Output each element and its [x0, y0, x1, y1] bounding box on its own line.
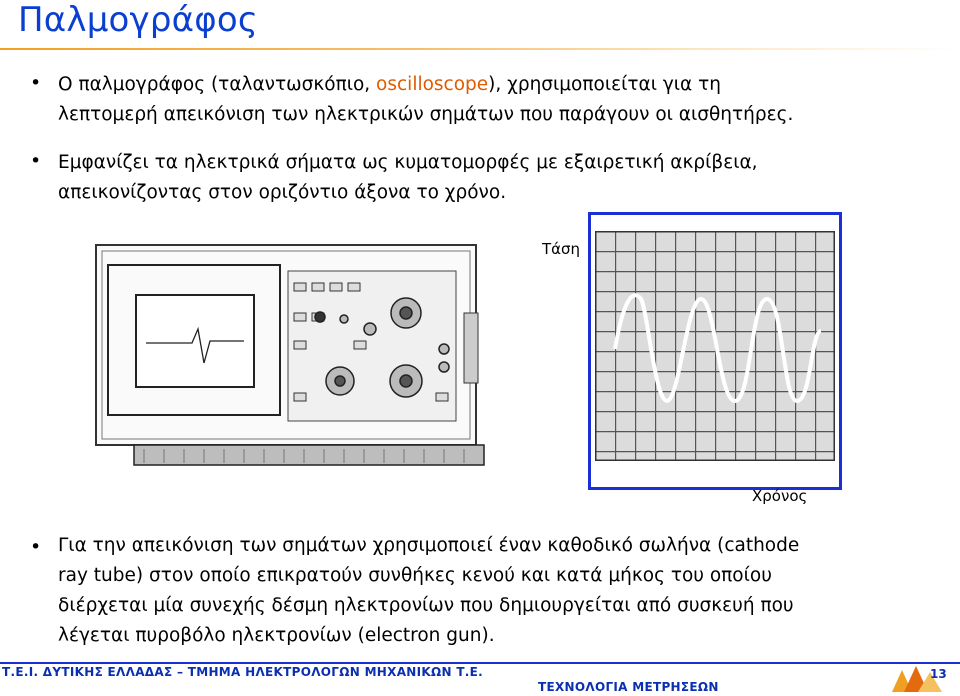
- oscilloscope-illustration: [94, 243, 496, 471]
- footer-institution: Τ.Ε.Ι. ΔΥΤΙΚΗΣ ΕΛΛΑΔΑΣ – ΤΜΗΜΑ ΗΛΕΚΤΡΟΛΟΓΩΝ ΜΗΧΑΝΙΚΩΝ Τ.Ε.: [2, 665, 484, 679]
- footer-divider: [0, 662, 960, 664]
- page-number: 13: [930, 667, 947, 681]
- time-axis-label: Χρόνος: [752, 487, 808, 505]
- bullet-2-text: [58, 148, 758, 208]
- bullet-icon: •: [30, 536, 42, 558]
- bullet-1-line-2: λεπτομερή απεικόνιση των ηλεκτρικών σημάτων που παράγουν οι αισθητήρες.: [58, 104, 794, 125]
- bullet-3-line-4: λέγεται πυροβόλο ηλεκτρονίων (electron gun).: [58, 625, 495, 646]
- title-underline: [0, 48, 960, 50]
- bullet-1-line-1: [58, 70, 793, 100]
- bullet-icon: •: [30, 72, 42, 94]
- voltage-axis-label: Τάση: [542, 240, 581, 258]
- bullet-3-line-2: ray tube) στον οποίο επικρατούν συνθήκες κενού και κατά μήκος του οποίου: [58, 565, 772, 586]
- oscilloscope-term: oscilloscope: [376, 74, 489, 95]
- bullet-2-line-2: απεικονίζοντας στον οριζόντιο άξονα το χρόνο.: [58, 182, 507, 203]
- footer-course: ΤΕΧΝΟΛΟΓΙΑ ΜΕΤΡΗΣΕΩΝ: [538, 680, 719, 694]
- bullet-icon: •: [30, 150, 42, 172]
- oscilloscope-screen: [595, 231, 835, 461]
- bullet-1-pre: Ο παλμογράφος (ταλαντωσκόπιο,: [58, 74, 377, 95]
- institution-logo-icon: [888, 662, 960, 696]
- bullet-3-line-3: διέρχεται μία συνεχής δέσμη ηλεκτρονίων που δημιουργείται από συσκευή που: [58, 595, 794, 616]
- slide-title: Παλμογράφος: [18, 0, 259, 40]
- bullet-1-text: [58, 70, 793, 130]
- bullet-2-line-1: Εμφανίζει τα ηλεκτρικά σήματα ως κυματομορφές με εξαιρετική ακρίβεια,: [58, 152, 758, 173]
- bullet-1-post: ), χρησιμοποιείται για τη: [488, 74, 721, 95]
- bullet-3-text: [58, 531, 799, 651]
- bullet-3-line-1: Για την απεικόνιση των σημάτων χρησιμοποιεί έναν καθοδικό σωλήνα (cathode: [58, 535, 800, 556]
